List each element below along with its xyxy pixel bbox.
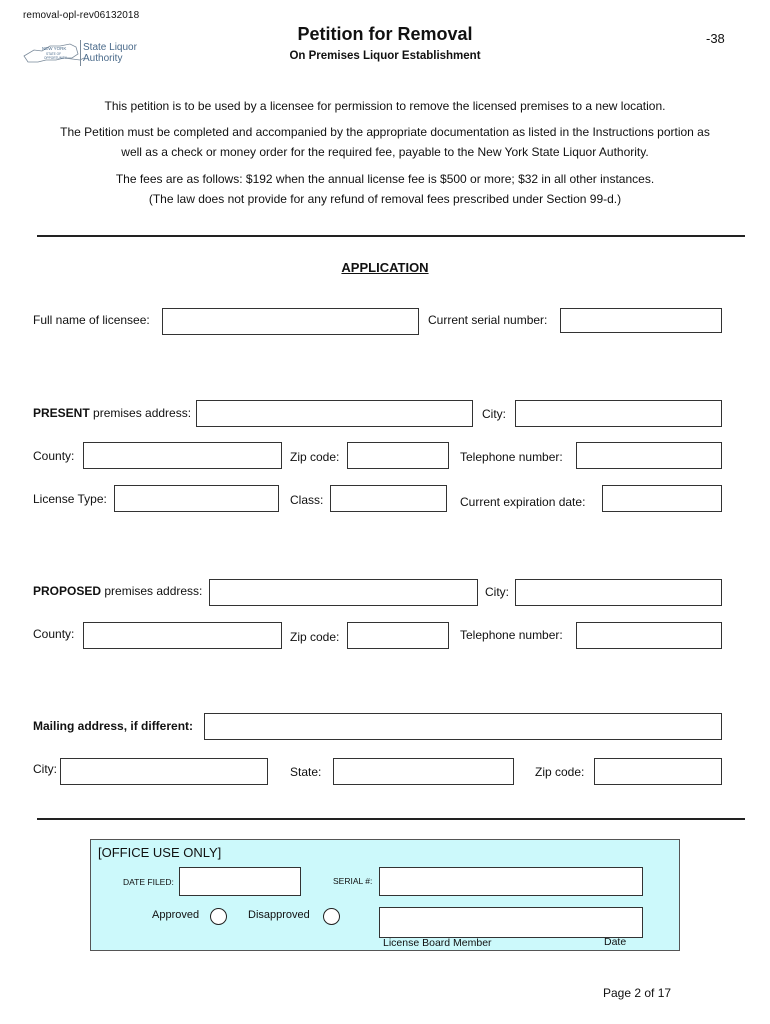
proposed-city-label: City: [485, 585, 509, 599]
document-code: removal-opl-rev06132018 [23, 10, 140, 21]
intro-line-3b: (The law does not provide for any refund of removal fees prescribed under Section 99-d.) [148, 192, 622, 206]
licensee-name-field[interactable] [162, 308, 419, 335]
present-keyword: PRESENT [33, 406, 90, 420]
date-filed-label: DATE FILED: [123, 877, 174, 887]
office-serial-label: SERIAL #: [333, 876, 373, 886]
mailing-city-field[interactable] [60, 758, 268, 785]
approved-radio[interactable] [210, 908, 227, 925]
present-address-field[interactable] [196, 400, 473, 427]
board-date-label: Date [604, 936, 627, 948]
form-subtitle: On Premises Liquor Establishment [289, 50, 481, 62]
licensee-name-label: Full name of licensee: [33, 313, 150, 327]
date-filed-field[interactable] [179, 867, 301, 896]
present-phone-field[interactable] [576, 442, 722, 469]
form-title: Petition for Removal [297, 24, 473, 44]
proposed-phone-label: Telephone number: [460, 628, 563, 642]
application-heading: APPLICATION [341, 260, 429, 275]
svg-text:OPPORTUNITY: OPPORTUNITY [44, 56, 67, 60]
form-number: -38 [706, 31, 725, 46]
class-field[interactable] [330, 485, 447, 512]
svg-text:NEW YORK: NEW YORK [42, 46, 67, 51]
intro-line-3a: The fees are as follows: $192 when the annual license fee is $500 or more; $32 in all other instances. [115, 172, 655, 186]
proposed-city-field[interactable] [515, 579, 722, 606]
top-divider [37, 235, 745, 237]
proposed-address-label-text: premises address: [101, 584, 203, 598]
mailing-state-field[interactable] [333, 758, 514, 785]
mailing-address-field[interactable] [204, 713, 722, 740]
class-label: Class: [290, 493, 324, 507]
present-zip-field[interactable] [347, 442, 449, 469]
present-zip-label: Zip code: [290, 450, 340, 464]
present-county-label: County: [33, 449, 75, 463]
proposed-phone-field[interactable] [576, 622, 722, 649]
mailing-address-label: Mailing address, if different: [33, 719, 194, 733]
expiration-date-field[interactable] [602, 485, 722, 512]
proposed-zip-label: Zip code: [290, 630, 340, 644]
proposed-address-label [33, 584, 202, 598]
logo-text-line2: Authority [83, 53, 123, 64]
proposed-keyword: PROPOSED [33, 584, 102, 598]
page-number: Page 2 of 17 [603, 986, 672, 1000]
office-use-title: [OFFICE USE ONLY] [98, 845, 222, 860]
disapproved-label: Disapproved [248, 909, 310, 921]
intro-line-2a: The Petition must be completed and accompanied by the appropriate documentation as listed in the Instructions portion as [60, 125, 710, 139]
license-type-label: License Type: [33, 492, 107, 506]
office-serial-field[interactable] [379, 867, 643, 896]
expiration-date-label: Current expiration date: [460, 495, 586, 509]
mailing-city-label: City: [33, 762, 57, 776]
logo-text-line1: State Liquor [83, 42, 137, 53]
proposed-county-label: County: [33, 627, 75, 641]
mailing-zip-field[interactable] [594, 758, 722, 785]
intro-line-2b: well as a check or money order for the required fee, payable to the New York State Liquor Authority. [121, 145, 649, 159]
proposed-zip-field[interactable] [347, 622, 449, 649]
proposed-address-field[interactable] [209, 579, 478, 606]
present-phone-label: Telephone number: [460, 450, 563, 464]
license-type-field[interactable] [114, 485, 279, 512]
board-member-label: License Board Member [383, 937, 492, 949]
intro-line-1: This petition is to be used by a licensee for permission to remove the licensed premises to a new location. [104, 99, 666, 113]
serial-number-field[interactable] [560, 308, 722, 333]
svg-text:STATE OF: STATE OF [46, 52, 62, 56]
approved-label: Approved [152, 909, 200, 921]
present-address-label [33, 406, 191, 420]
present-city-label: City: [482, 407, 506, 421]
proposed-county-field[interactable] [83, 622, 282, 649]
serial-number-label: Current serial number: [428, 313, 548, 327]
present-city-field[interactable] [515, 400, 722, 427]
mailing-state-label: State: [290, 765, 322, 779]
present-county-field[interactable] [83, 442, 282, 469]
mailing-zip-label: Zip code: [535, 765, 585, 779]
disapproved-radio[interactable] [323, 908, 340, 925]
bottom-divider [37, 818, 745, 820]
present-address-label-text: premises address: [89, 406, 192, 420]
board-member-signature-field[interactable] [379, 907, 643, 938]
